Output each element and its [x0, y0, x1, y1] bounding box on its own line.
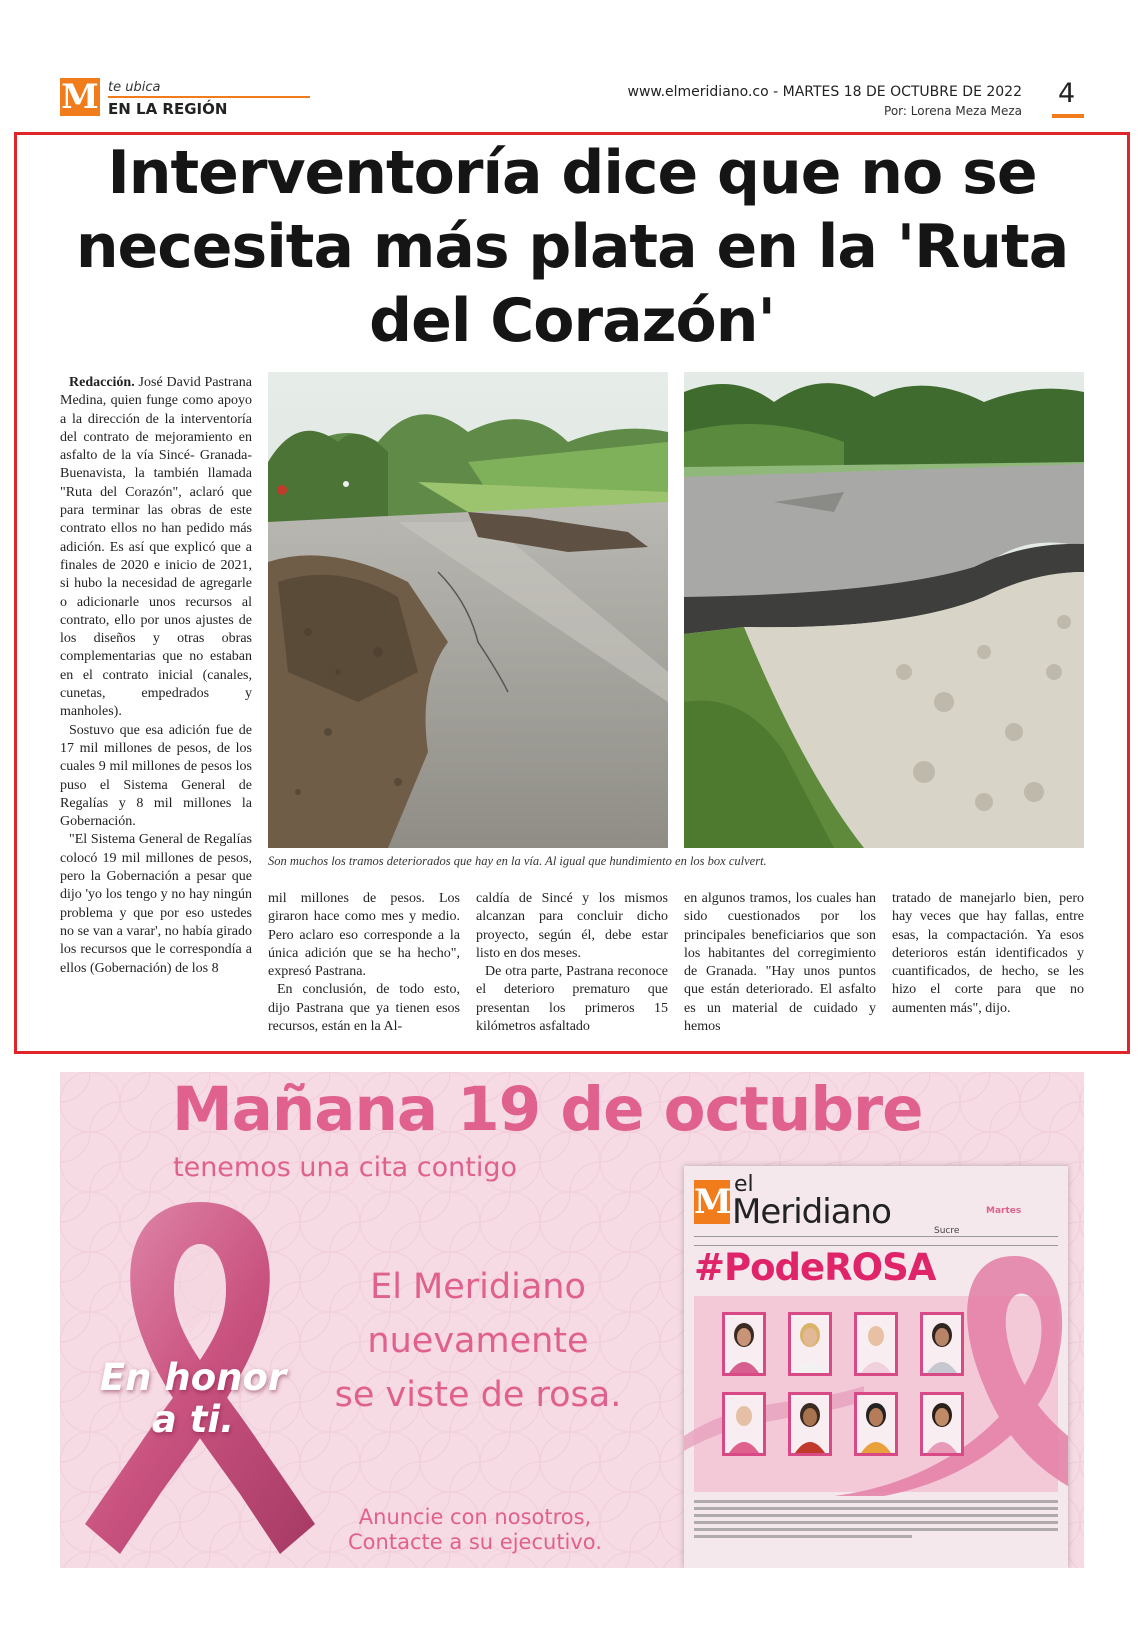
page-number-rule: [1052, 114, 1084, 118]
portrait-thumbnail: [920, 1392, 964, 1456]
paragraph: "El Sistema General de Regalías colocó 19 mil millones de pesos, pero la Gobernación a pesar que dijo 'yo los tengo y no hay ningún problema y que por eso ustedes no se van a varar', no había girado los recursos que le correspondía a ellos (Gobernación) de los 8: [60, 832, 252, 976]
ad-subtitle: tenemos una cita contigo: [173, 1152, 518, 1183]
paragraph: en algunos tramos, los cuales han sido cuestionados por los principales beneficiarios que son los habitantes del corregimiento de Granada. "Hay unos puntos que están deteriorado. El asfalto es un material de cuidado y hemos: [684, 891, 876, 1035]
ad-message: [308, 1260, 648, 1422]
section-title: EN LA REGIÓN: [108, 100, 228, 118]
paragraph: Sostuvo que esa adición fue de 17 mil millones de pesos, de los cuales 9 mil millones de pesos los puso el Sistema General de Regalías y 8 mil millones la Gobernación.: [60, 722, 252, 830]
portrait-thumbnail: [854, 1392, 898, 1456]
paragraph: En conclusión, de todo esto, dijo Pastrana que ya tienen esos recursos, están en la Al-: [268, 982, 460, 1035]
ad-message-line: se viste de rosa.: [334, 1375, 622, 1415]
paragraph: caldía de Sincé y los mismos alcanzan para concluir dicho proyecto, según él, debe estar listo en dos meses.: [476, 891, 668, 961]
ad-title: Mañana 19 de octubre: [172, 1074, 923, 1145]
ribbon-tagline-line: a ti.: [151, 1398, 235, 1441]
cover-logo-icon: M: [694, 1182, 732, 1222]
portrait-thumbnail: [788, 1392, 832, 1456]
article-column-3: [476, 890, 668, 1040]
road-photo-culvert: [684, 372, 1084, 848]
photo-caption: Son muchos los tramos deteriorados que hay en la vía. Al igual que hundimiento en los box culvert.: [268, 854, 767, 868]
section-kicker: te ubica: [108, 80, 161, 95]
article-column-2: [268, 890, 460, 1040]
header-rule: [108, 96, 310, 98]
cover-region: Sucre: [934, 1226, 960, 1236]
ad-message-line: El Meridiano: [370, 1267, 586, 1307]
ad-call-to-action: [320, 1505, 630, 1555]
cover-name-prefix: el: [734, 1172, 754, 1197]
page-number: 4: [1058, 78, 1076, 109]
article-column-1: [60, 374, 252, 1042]
dateline: www.elmeridiano.co - MARTES 18 DE OCTUBRE DE 2022: [627, 84, 1022, 100]
cover-hashtag: #PodeROSA: [694, 1246, 936, 1289]
portrait-thumbnail: [920, 1312, 964, 1376]
newspaper-cover-preview: [684, 1166, 1068, 1568]
lead-label: Redacción.: [69, 375, 135, 390]
advertisement: [60, 1072, 1084, 1568]
paragraph: José David Pastrana Medina, quien funge como apoyo a la dirección de la interventoría del contrato de mejoramiento en asfalto de la vía Sincé- Granada- Buenavista, la también llamada "Ruta del Corazón", aclaró que para terminar las obras de este contrato ellos no han pedido más adición. Es así que explicó que a finales de 2020 e inicio de 2021, si hubo la necesidad de agregarle o adicionarle unos recursos al contrato, ello por unos ajustes de los diseños y otras obras complementarias que no estaban en el contrato inicial (canales, cunetas, empedrados y manholes).: [60, 375, 252, 720]
paragraph: tratado de manejarlo bien, pero hay veces que hay fallas, entre esas, la compactación. Ya esos deterioros están identificados y cuantificados, de hecho, se les hizo el corte para que no aumenten más", dijo.: [892, 891, 1084, 1016]
cover-masthead: Meridiano: [732, 1192, 891, 1232]
paragraph: mil millones de pesos. Los giraron hace como mes y medio. Pero aclaro eso corresponde a la única adición que se ha hecho", expresó Pastrana.: [268, 891, 460, 980]
ad-cta-line: Contacte a su ejecutivo.: [348, 1530, 602, 1554]
ribbon-tagline-line: En honor: [99, 1356, 287, 1399]
article-column-5: [892, 890, 1084, 1040]
cover-day: Martes: [986, 1206, 1022, 1216]
article-column-4: [684, 890, 876, 1040]
ad-cta-line: Anuncie con nosotros,: [358, 1505, 592, 1529]
cover-body-text: [694, 1500, 1058, 1552]
logo-icon: M: [61, 77, 99, 117]
portrait-thumbnail: [722, 1312, 766, 1376]
portrait-thumbnail: [788, 1312, 832, 1376]
road-photo-potholes: [268, 372, 668, 848]
portrait-thumbnail: [854, 1312, 898, 1376]
ribbon-tagline: [88, 1357, 298, 1441]
portrait-thumbnail: [722, 1392, 766, 1456]
ad-message-line: nuevamente: [367, 1321, 589, 1361]
byline: Por: Lorena Meza Meza: [884, 104, 1022, 118]
headline: Interventoría dice que no se necesita más plata en la 'Ruta del Corazón': [75, 138, 1069, 356]
paragraph: De otra parte, Pastrana reconoce el deterioro prematuro que presentan los primeros 15 kilómetros asfaltado: [476, 964, 668, 1035]
